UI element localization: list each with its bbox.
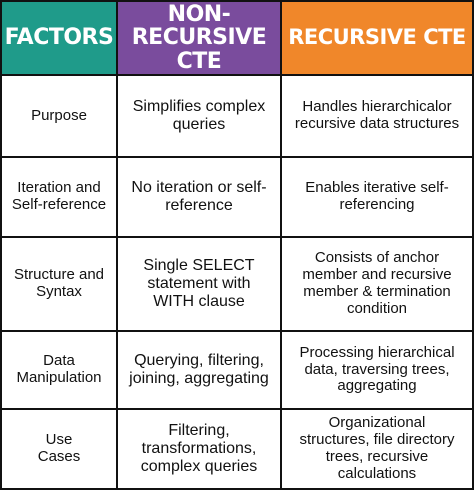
row-data-manipulation-recursive bbox=[282, 332, 474, 410]
non-recursive-value: Single SELECT statement with WITH clause bbox=[143, 257, 255, 310]
row-iteration-non-recursive bbox=[118, 158, 282, 238]
factor-label: Purpose bbox=[31, 106, 87, 124]
non-recursive-value: Filtering, transformations, complex queries bbox=[140, 422, 258, 475]
row-use-cases-recursive bbox=[282, 410, 474, 490]
row-structure-non-recursive bbox=[118, 238, 282, 332]
row-iteration-factor bbox=[0, 158, 118, 238]
recursive-value: Handles hierarchicalor recursive data structures bbox=[294, 98, 460, 132]
row-structure-factor bbox=[0, 238, 118, 332]
row-data-manipulation-factor bbox=[0, 332, 118, 410]
row-use-cases-non-recursive bbox=[118, 410, 282, 490]
non-recursive-value: Simplifies complex queries bbox=[132, 98, 266, 133]
row-data-manipulation-non-recursive bbox=[118, 332, 282, 410]
factor-label: Use Cases bbox=[37, 431, 81, 465]
header-recursive-label: RECURSIVE CTE bbox=[288, 25, 466, 50]
row-iteration-recursive bbox=[282, 158, 474, 238]
row-purpose-non-recursive bbox=[118, 76, 282, 158]
non-recursive-value: No iteration or self-reference bbox=[131, 179, 267, 214]
row-purpose-recursive bbox=[282, 76, 474, 158]
recursive-value: Organizational structures, file directory trees, recursive calculations bbox=[299, 414, 455, 482]
non-recursive-value: Querying, filtering, joining, aggregating bbox=[129, 352, 269, 387]
header-non-recursive-cte bbox=[118, 0, 282, 76]
factor-label: Iteration and Self-reference bbox=[11, 179, 107, 213]
header-non-recursive-label: NON-RECURSIVE CTE bbox=[131, 2, 267, 74]
factor-label: Structure and Syntax bbox=[13, 266, 105, 300]
recursive-value: Processing hierarchical data, traversing trees, aggregating bbox=[299, 343, 455, 395]
header-factors-label: FACTORS bbox=[4, 24, 114, 50]
recursive-value: Enables iterative self-referencing bbox=[305, 179, 449, 213]
factor-label: Data Manipulation bbox=[16, 352, 102, 386]
header-factors bbox=[0, 0, 118, 76]
header-recursive-cte bbox=[282, 0, 474, 76]
row-use-cases-factor bbox=[0, 410, 118, 490]
row-structure-recursive bbox=[282, 238, 474, 332]
row-purpose-factor bbox=[0, 76, 118, 158]
recursive-value: Consists of anchor member and recursive member & termination condition bbox=[302, 249, 452, 317]
